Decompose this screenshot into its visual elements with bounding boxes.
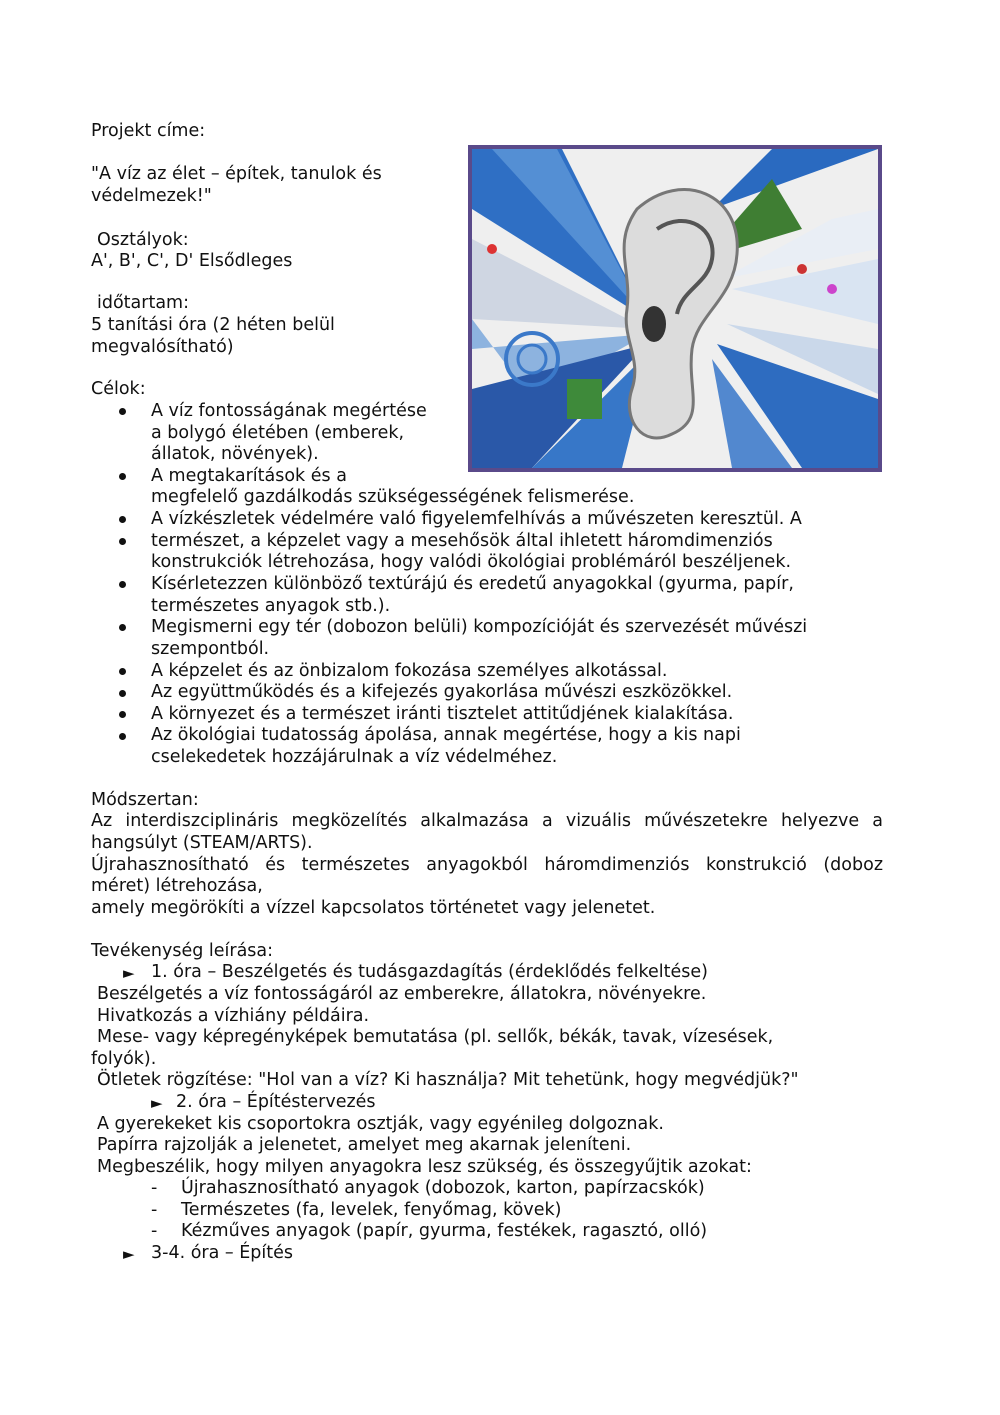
goal-line: Megismerni egy tér (dobozon belüli) kompozícióját és szervezését művészi — [151, 617, 808, 637]
goal-line: természet, a képzelet vagy a mesehősök által ihletett háromdimenziós — [151, 531, 773, 551]
classes-label: Osztályok: — [97, 230, 189, 250]
material-item: Újrahasznosítható anyagok (dobozok, karton, papírzacskók) — [181, 1178, 705, 1198]
bullet — [119, 668, 126, 675]
bullet — [119, 733, 126, 740]
artwork-photo — [468, 145, 882, 472]
arrow-marker: ► — [151, 1094, 163, 1112]
goal-line: a bolygó életében (emberek, — [151, 423, 405, 443]
duration-line1: 5 tanítási óra (2 héten belül — [91, 315, 335, 335]
lesson-line: Papírra rajzolják a jelenetet, amelyet meg akarnak jeleníteni. — [97, 1135, 632, 1155]
project-title-line1: "A víz az élet – építek, tanulok és — [91, 164, 382, 184]
lesson-heading: 2. óra – Építéstervezés — [176, 1092, 376, 1112]
goal-line: A környezet és a természet iránti tisztelet attitűdjének kialakítása. — [151, 704, 734, 724]
dash-marker: - — [151, 1200, 158, 1220]
ear-collage-illustration — [472, 149, 878, 468]
goal-line: természetes anyagok stb.). — [151, 596, 391, 616]
goal-line: A víz fontosságának megértése — [151, 401, 427, 421]
lesson-line: Ötletek rögzítése: "Hol van a víz? Ki használja? Mit tehetünk, hogy megvédjük?" — [97, 1070, 799, 1090]
goal-line: szempontból. — [151, 639, 270, 659]
lesson-line: Megbeszélik, hogy milyen anyagokra lesz szükség, és összegyűjtik azokat: — [97, 1157, 752, 1177]
goal-line: A megtakarítások és a — [151, 466, 347, 486]
bullet — [119, 711, 126, 718]
method-line: amely megörökíti a vízzel kapcsolatos történetet vagy jelenetet. — [91, 898, 656, 918]
bullet — [119, 408, 126, 415]
method-line: Az interdiszciplináris megközelítés alkalmazása a vizuális művészetekre helyezve a — [91, 811, 883, 831]
arrow-marker: ► — [123, 964, 135, 982]
classes-value: A', B', C', D' Elsődleges — [91, 251, 293, 271]
method-line: méret) létrehozása, — [91, 876, 263, 896]
goal-line: Kísérletezzen különböző textúrájú és eredetű anyagokkal (gyurma, papír, — [151, 574, 794, 594]
duration-line2: megvalósítható) — [91, 337, 234, 357]
arrow-marker: ► — [123, 1245, 135, 1263]
project-title-line2: védelmezek!" — [91, 186, 212, 206]
dash-marker: - — [151, 1221, 158, 1241]
dash-marker: - — [151, 1178, 158, 1198]
duration-label: időtartam: — [97, 293, 189, 313]
lesson-line: Beszélgetés a víz fontosságáról az emberekre, állatokra, növényekre. — [97, 984, 707, 1004]
bullet — [119, 624, 126, 631]
bullet — [119, 538, 126, 545]
goal-line: megfelelő gazdálkodás szükségességének felismerése. — [151, 487, 635, 507]
goal-line: Az ökológiai tudatosság ápolása, annak megértése, hogy a kis napi — [151, 725, 741, 745]
goal-line: állatok, növények). — [151, 444, 319, 464]
bullet — [119, 516, 126, 523]
lesson-line: folyók). — [91, 1049, 157, 1069]
goal-line: konstrukciók létrehozása, hogy valódi ökológiai problémáról beszéljenek. — [151, 552, 792, 572]
goal-line: Az együttműködés és a kifejezés gyakorlása művészi eszközökkel. — [151, 682, 733, 702]
bullet — [119, 690, 126, 697]
goal-line: cselekedetek hozzájárulnak a víz védelméhez. — [151, 747, 558, 767]
method-line: Újrahasznosítható és természetes anyagokból háromdimenziós konstrukció (doboz — [91, 855, 883, 875]
lesson-line: A gyerekeket kis csoportokra osztják, vagy egyénileg dolgoznak. — [97, 1114, 664, 1134]
goal-line: A képzelet és az önbizalom fokozása személyes alkotással. — [151, 661, 668, 681]
goals-label: Célok: — [91, 379, 146, 399]
method-line: hangsúlyt (STEAM/ARTS). — [91, 833, 313, 853]
material-item: Természetes (fa, levelek, fenyőmag, kövek) — [181, 1200, 562, 1220]
material-item: Kézműves anyagok (papír, gyurma, festékek, ragasztó, olló) — [181, 1221, 708, 1241]
lesson-line: Hivatkozás a vízhiány példáira. — [97, 1006, 370, 1026]
bullet — [119, 581, 126, 588]
lesson-heading: 3-4. óra – Építés — [151, 1243, 293, 1263]
goal-line: A vízkészletek védelmére való figyelemfelhívás a művészeten keresztül. A — [151, 509, 802, 529]
lesson-heading: 1. óra – Beszélgetés és tudásgazdagítás (érdeklődés felkeltése) — [151, 962, 708, 982]
project-label: Projekt címe: — [91, 121, 206, 141]
activity-label: Tevékenység leírása: — [91, 941, 274, 961]
lesson-line: Mese- vagy képregényképek bemutatása (pl. sellők, békák, tavak, vízesések, — [97, 1027, 774, 1047]
method-label: Módszertan: — [91, 790, 199, 810]
bullet — [119, 473, 126, 480]
